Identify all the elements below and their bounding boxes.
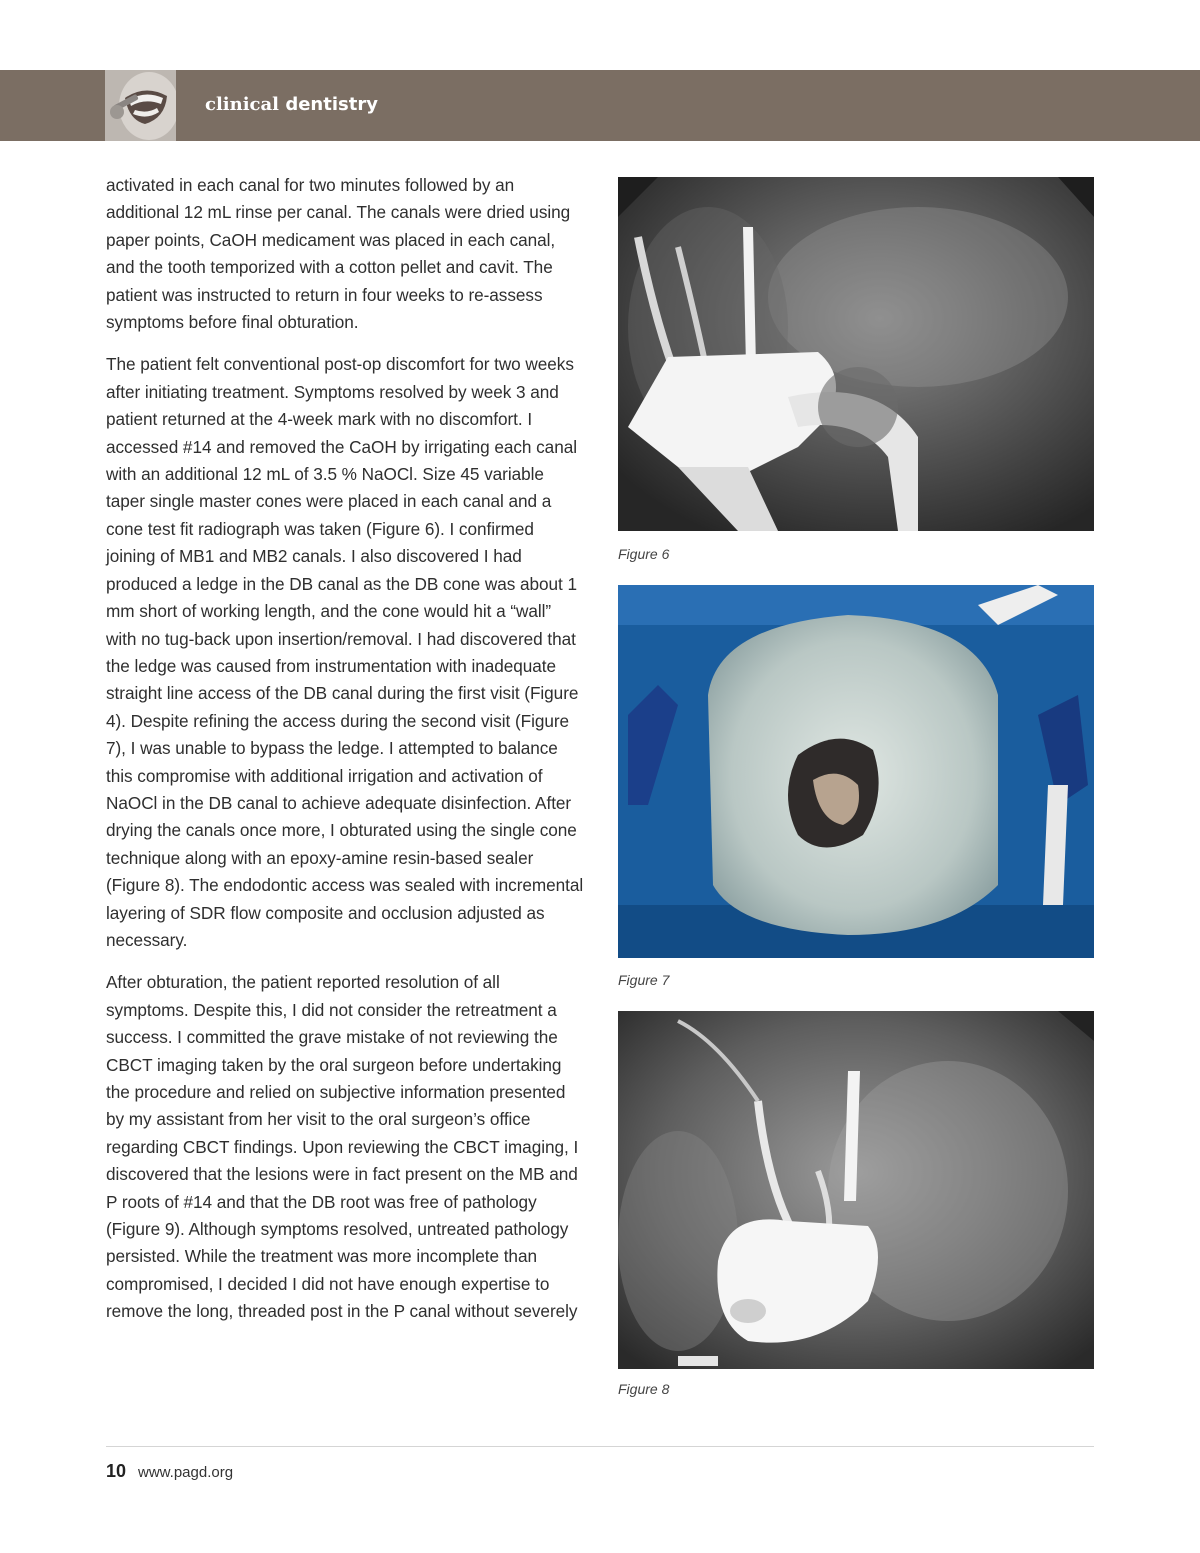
paragraph: The patient felt conventional post-op discomfort for two weeks after initiating treatment. Symptoms resolved by week 3 and patient returned at the 4-week mark with no discomfort. I accessed #14 and removed the CaOH by irrigating each canal with an additional 12 mL of 3.5 % NaOCl. Size 45 variable taper single master cones were placed in each canal and a cone test fit radiograph was taken (Figure 6). I confirmed joining of MB1 and MB2 canals. I also discovered I had produced a ledge in the DB canal as the DB cone was about 1 mm short of working length, and the cone would hit a “wall” with no tug-back upon insertion/removal. I had discovered that the ledge was caused from instrumentation with inadequate straight line access of the DB canal during the first visit (Figure 4). Despite refining the access during the second visit (Figure 7), I was unable to bypass the ledge. I attempted to balance this compromise with additional irrigation and activation of NaOCl in the DB canal to achieve adequate disinfection. After drying the canals once more, I obturated using the single cone technique along with an epoxy-amine resin-based sealer (Figure 8). The endodontic access was sealed with incremental layering of SDR flow composite and occlusion adjusted as necessary. xyxy=(106,354,584,950)
figure-7-photo xyxy=(618,585,1094,958)
footer-rule xyxy=(106,1446,1094,1447)
footer-website: www.pagd.org xyxy=(138,1464,234,1481)
section-title-word2: dentistry xyxy=(285,94,378,115)
header-band xyxy=(0,70,1200,141)
figure-8-caption: Figure 8 xyxy=(618,1381,670,1397)
paragraph: After obturation, the patient reported resolution of all symptoms. Despite this, I did not consider the retreatment a success. I committed the grave mistake of not reviewing the CBCT imaging taken by the oral surgeon before undertaking the procedure and relied on subjective information presented by my assistant from her visit to the oral surgeon’s office regarding CBCT findings. Upon reviewing the CBCT imaging, I discovered that the lesions were in fact present on the MB and P roots of #14 and that the DB root was free of pathology (Figure 9). Although symptoms resolved, untreated pathology persisted. While the treatment was more incomplete than compromised, I decided I did not have enough expertise to remove the long, threaded post in the P canal without severely xyxy=(106,972,579,1322)
figure-6-radiograph xyxy=(618,177,1094,531)
figure-6-caption: Figure 6 xyxy=(618,546,670,562)
figure-7-caption: Figure 7 xyxy=(618,972,670,988)
page-number: 10 xyxy=(106,1461,127,1481)
header-photo xyxy=(105,70,176,141)
figure-8-radiograph xyxy=(618,1011,1094,1369)
paragraph: activated in each canal for two minutes followed by an additional 12 mL rinse per canal. The canals were dried using paper points, CaOH medicament was placed in each canal, and the tooth temporized with a cotton pellet and cavit. The patient was instructed to return in four weeks to re-assess symptoms before final obturation. xyxy=(106,175,571,333)
section-title-word1: clinical xyxy=(205,94,280,115)
section-title xyxy=(205,92,378,118)
article-body xyxy=(106,172,584,1341)
